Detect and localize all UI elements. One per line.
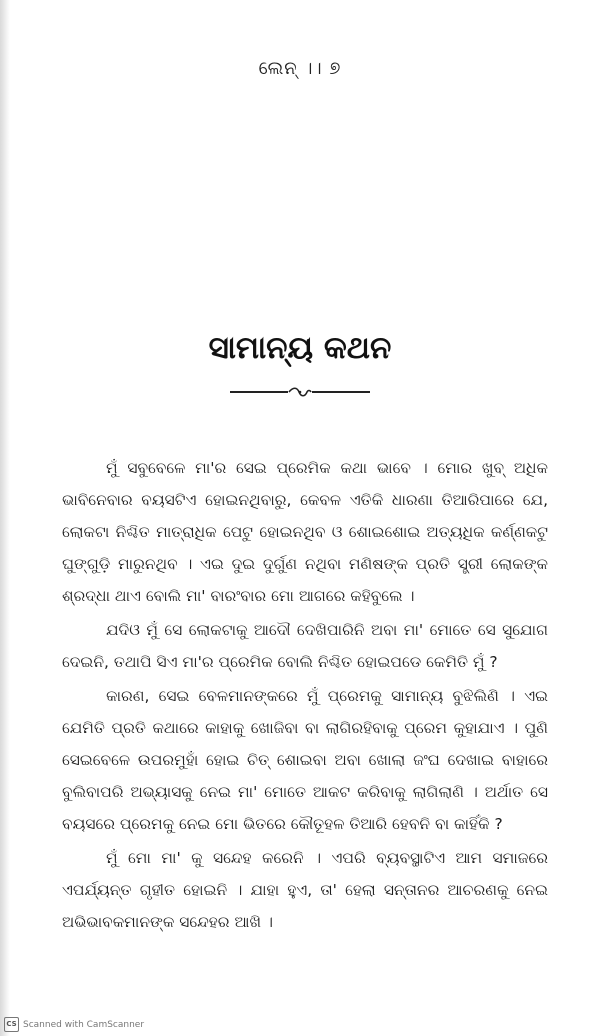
paragraph-3: କାରଣ, ସେଇ ବେଳମାନଙ୍କରେ ମୁଁ ପ୍ରେମକୁ ସାମାନ୍ୟ ବୁଝିଲିଣି । ଏଇ ଯେମିତି ପ୍ରତି କଥାରେ କାହାକୁ ଖୋଜିବା ବା ଲାଗିରହିବାକୁ ପ୍ରେମ କୁହାଯାଏ । ପୁଣି ସେଇବେଳେ ଉପରମୁହାଁ ହୋଇ ଚିତ୍ ଶୋଇବା ଅବା ଖୋଲା ଜଂଘ ଦେଖାଇ ବାହାରେ ବୁଲିବାପରି ଅଭ୍ୟାସକୁ ନେଇ ମା' ମୋତେ ଆକଟ କରିବାକୁ ଲାଗିଲାଣି । ଅର୍ଥାତ ସେ ବୟସରେ ପ୍ରେମକୁ ନେଇ ମୋ ଭିତରେ କୌତୂହଳ ତିଆରି ହେବନି ବା କାହିଁକି ?	[62, 687, 548, 833]
camscanner-logo-icon: CS	[4, 1017, 19, 1032]
chapter-title: ସାମାନ୍ୟ କଥନ	[208, 330, 392, 366]
scanner-watermark-text: Scanned with CamScanner	[23, 1019, 145, 1030]
chapter-body	[62, 452, 548, 940]
ornament-line-left	[230, 391, 288, 393]
paragraph-1: ମୁଁ ସବୁବେଳେ ମା'ର ସେଇ ପ୍ରେମିକ କଥା ଭାବେ । ମୋର ଖୁବ୍ ଅଧିକ ଭାବିନେବାର ବୟସଟିଏ ହୋଇନଥିବାରୁ, କେବଳ ଏତିକି ଧାରଣା ତିଆରିପାରେ ଯେ, ଲୋକଟା ନିଶ୍ଚିତ ମାତ୍ରାଧିକ ପେଟୁ ହୋଇନଥିବ ଓ ଶୋଇଶୋଇ ଅତ୍ୟଧିକ କର୍ଣ୍ଣକଟୁ ଘୁଙ୍ଗୁଡ଼ି ମାରୁନଥିବ । ଏଇ ଦୁଇ ଦୁର୍ଗୁଣ ନଥିବା ମଣିଷଙ୍କ ପ୍ରତି ସ୍ତ୍ରୀ ଲୋକଙ୍କ ଶ୍ରଦ୍ଧା ଥାଏ ବୋଲି ମା' ବାରଂବାର ମୋ ଆଗରେ କହିବୁଲେ ।	[62, 459, 548, 605]
running-header: ଲେନ୍ ।। ୭	[258, 58, 342, 79]
paragraph-4: ମୁଁ ମୋ ମା' କୁ ସନ୍ଦେହ କରେନି । ଏପରି ବ୍ୟବସ୍ଥାଟିଏ ଆମ ସମାଜରେ ଏପର୍ଯ୍ୟନ୍ତ ଗୃହୀତ ହୋଇନି । ଯାହା ହୁଏ, ତା' ହେଲା ସନ୍ତାନର ଆଚରଣକୁ ନେଇ ଅଭିଭାବକମାନଙ୍କ ସନ୍ଦେହର ଆଖି ।	[62, 849, 548, 931]
scanner-watermark	[4, 1017, 144, 1032]
title-ornament-divider	[230, 386, 370, 398]
flourish-icon	[288, 386, 312, 398]
ornament-line-right	[312, 391, 370, 393]
paragraph-2: ଯଦିଓ ମୁଁ ସେ ଲୋକଟାକୁ ଆଦୌ ଦେଖିପାରିନି ଅବା ମା' ମୋତେ ସେ ସୁଯୋଗ ଦେଇନି, ତଥାପି ସିଏ ମା'ର ପ୍ରେମିକ ବୋଲି ନିଶ୍ଚିତ ହୋଇପଡେ କେମିତି ମୁଁ ?	[62, 621, 548, 671]
